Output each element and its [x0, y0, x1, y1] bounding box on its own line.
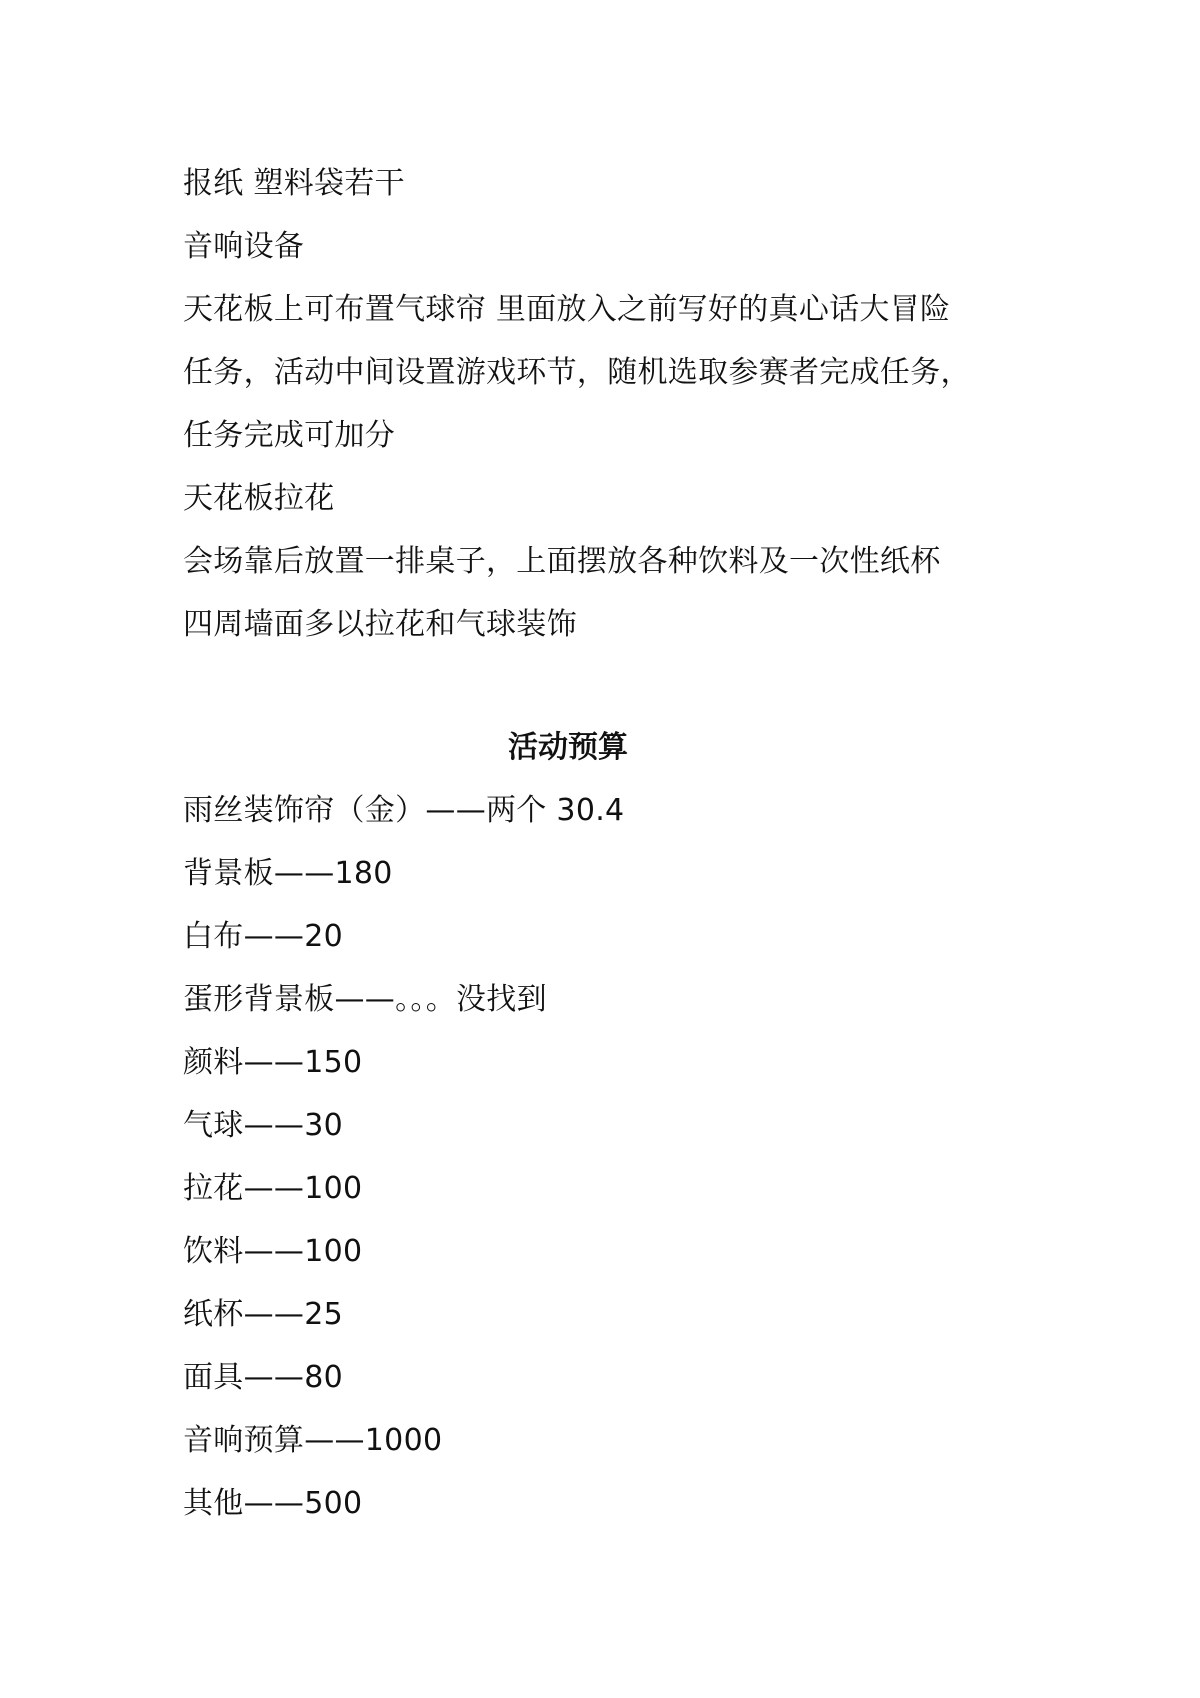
budget-item: 颜料——150 — [183, 1045, 363, 1080]
budget-item: 面具——80 — [183, 1360, 343, 1395]
text-line: 任务完成可加分 — [183, 418, 396, 453]
budget-item: 音响预算——1000 — [183, 1423, 443, 1458]
document-body — [183, 152, 1033, 1535]
budget-item: 拉花——100 — [183, 1171, 363, 1206]
text-line: 四周墙面多以拉花和气球装饰 — [183, 607, 577, 642]
text-line: 天花板拉花 — [183, 481, 335, 516]
budget-item: 白布——20 — [183, 919, 343, 954]
budget-item: 其他——500 — [183, 1486, 363, 1521]
text-line: 报纸 塑料袋若干 — [183, 166, 405, 201]
budget-heading: 活动预算 — [508, 730, 628, 765]
budget-item: 气球——30 — [183, 1108, 343, 1143]
budget-item: 背景板——180 — [183, 856, 393, 891]
text-line: 天花板上可布置气球帘 里面放入之前写好的真心话大冒险 — [183, 292, 951, 327]
budget-item: 雨丝装饰帘（金）——两个 30.4 — [183, 793, 625, 828]
budget-item: 纸杯——25 — [183, 1297, 343, 1332]
text-line: 任务，活动中间设置游戏环节，随机选取参赛者完成任务， — [183, 355, 971, 390]
text-line: 音响设备 — [183, 229, 305, 264]
text-line: 会场靠后放置一排桌子，上面摆放各种饮料及一次性纸杯 — [183, 544, 941, 579]
section-spacer — [183, 656, 1033, 716]
budget-item: 蛋形背景板——。。。没找到 — [183, 982, 547, 1017]
budget-item: 饮料——100 — [183, 1234, 363, 1269]
